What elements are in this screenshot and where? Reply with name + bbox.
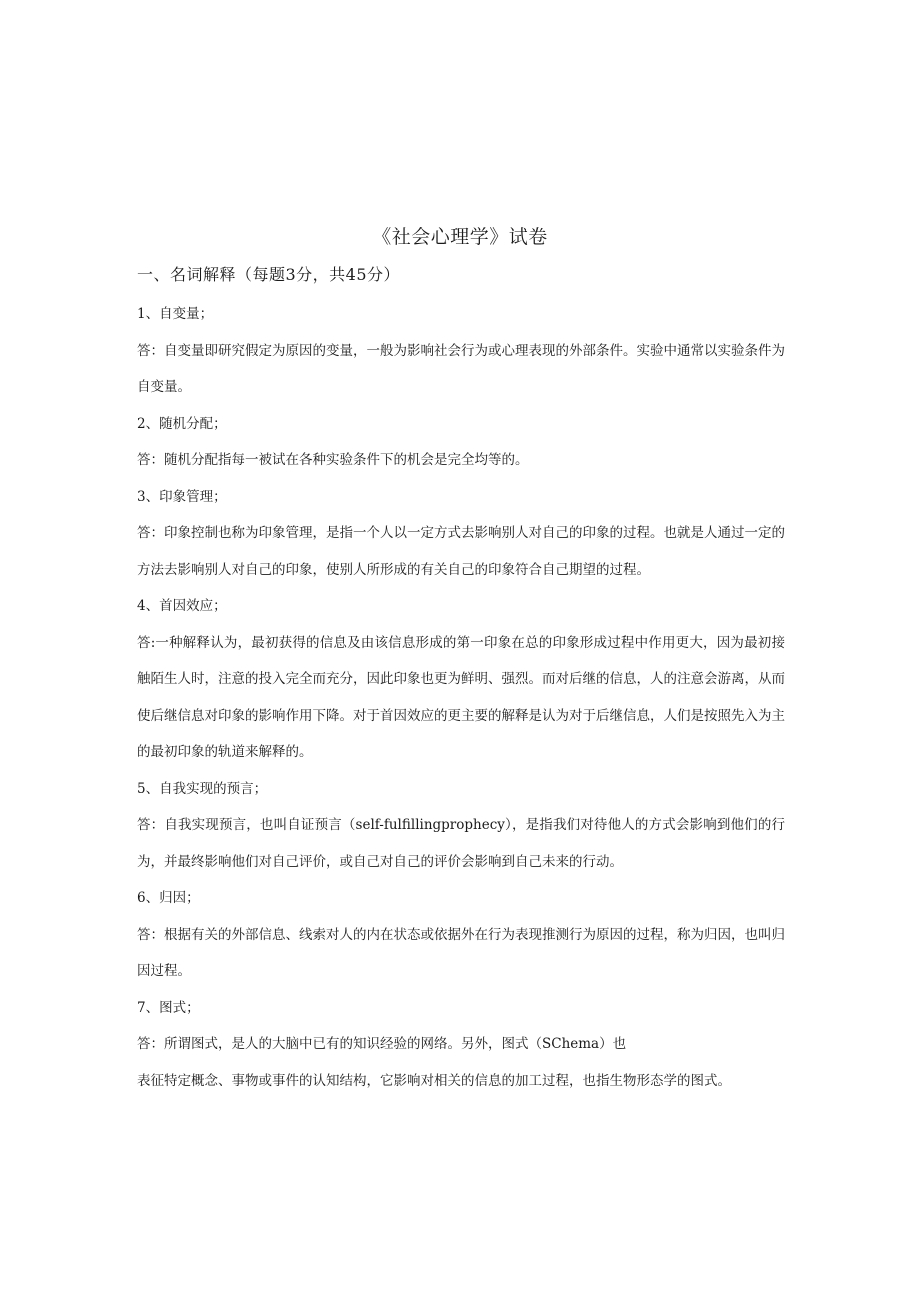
question-4: 4、首因效应； (137, 598, 227, 614)
section-heading: 一、名词解释（每题3分，共45分） (137, 265, 401, 284)
question-list (137, 296, 785, 1099)
question-3: 3、印象管理； (137, 488, 227, 505)
question-6: 6、归因； (137, 890, 200, 906)
answer-6: 答：根据有关的外部信息、线索对人的内在状态或依据外在行为表现推测行为原因的过程，称为归因，也叫归因过程。 (137, 926, 785, 979)
page-title: 《社会心理学》试卷 (372, 226, 548, 248)
answer-5: 答：自我实现预言，也叫自证预言（self-fulfillingprophecy），是指我们对待他人的方式会影响到他们的行为，并最终影响他们对自己评价，或自己对自己的评价会影响到自己未来的行动。 (137, 817, 785, 870)
answer-1: 答：自变量即研究假定为原因的变量，一般为影响社会行为或心理表现的外部条件。实验中通常以实验条件为自变量。 (137, 342, 785, 395)
question-5: 5、自我实现的预言； (137, 780, 268, 797)
question-1: 1、自变量； (137, 306, 214, 322)
question-7: 7、图式； (137, 999, 200, 1016)
answer-7-line-1: 答：所谓图式，是人的大脑中已有的知识经验的网络。另外，图式（SChema）也 (137, 1036, 627, 1052)
answer-4: 答:一种解释认为，最初获得的信息及由该信息形成的第一印象在总的印象形成过程中作用更大，因为最初接触陌生人时，注意的投入完全而充分，因此印象也更为鲜明、强烈。而对后继的信息，人的注意会游离，从而使后继信息对印象的影响作用下降。对于首因效应的更主要的解释是认为对于后继信息，人们是按照先入为主的最初印象的轨道来解释的。 (137, 634, 785, 760)
answer-2: 答：随机分配指每一被试在各种实验条件下的机会是完全均等的。 (137, 452, 529, 468)
answer-3: 答：印象控制也称为印象管理，是指一个人以一定方式去影响别人对自己的印象的过程。也就是人通过一定的方法去影响别人对自己的印象，使别人所形成的有关自己的印象符合自己期望的过程。 (137, 525, 785, 578)
question-2: 2、随机分配； (137, 415, 227, 432)
answer-7-line-2: 表征特定概念、事物或事件的认知结构，它影响对相关的信息的加工过程，也指生物形态学的图式。 (137, 1072, 731, 1089)
